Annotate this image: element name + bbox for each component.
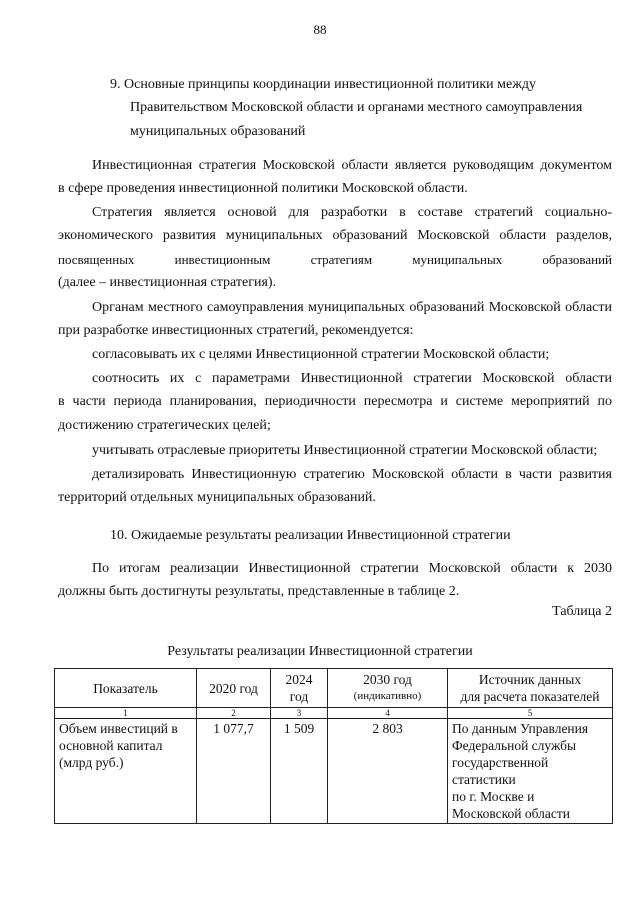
results-table <box>54 668 613 824</box>
text-line: По итогам реализации Инвестиционной стратегии Московской области к 2030 <box>92 561 612 576</box>
column-number: 1 <box>55 708 197 719</box>
cell-line: Объем инвестиций в <box>59 721 178 736</box>
cell-source <box>448 719 613 824</box>
header-2024-line: 2024 <box>285 672 313 687</box>
column-number: 3 <box>271 708 328 719</box>
list-item <box>58 367 612 437</box>
cell-line: Московской области <box>452 806 571 821</box>
text-line: Стратегия является основой для разработки в составе стратегий социально- <box>92 205 612 220</box>
cell-indicator <box>55 719 197 824</box>
cell-line: государственной <box>452 755 549 770</box>
text-line: экономического развития муниципальных образований Московской области разделов, <box>58 228 612 244</box>
paragraph-strategy-role <box>58 154 612 201</box>
cell-2030: 2 803 <box>328 719 448 824</box>
text-line: в сфере проведения инвестиционной политики Московской области. <box>58 181 468 197</box>
text-line: достижению стратегических целей; <box>58 417 271 433</box>
page-number: 88 <box>313 22 327 37</box>
section-9-heading-line: 9. Основные принципы координации инвестиционной политики между <box>110 77 537 92</box>
text-line: Органам местного самоуправления муниципальных образований Московской области <box>92 300 612 315</box>
text-line: при разработке инвестиционных стратегий, рекомендуется: <box>58 323 414 339</box>
section-9-heading <box>110 73 600 143</box>
list-item: согласовывать их с целями Инвестиционной стратегии Московской области; <box>92 347 550 362</box>
text-line: посвященных инвестиционным стратегиям муниципальных образований <box>58 251 612 267</box>
text-line: соотносить их с параметрами Инвестиционной стратегии Московской области <box>92 371 612 386</box>
list-item: учитывать отраслевые приоритеты Инвестиционной стратегии Московской области; <box>92 443 598 458</box>
section-9-heading-line: Правительством Московской области и органами местного самоуправления <box>130 100 583 116</box>
header-2020: 2020 год <box>197 669 271 708</box>
text-line: в части периода планирования, периодичности пересмотра и системе мероприятий по <box>58 394 612 410</box>
header-source <box>448 669 613 708</box>
section-10-heading: 10. Ожидаемые результаты реализации Инвестиционной стратегии <box>110 528 511 543</box>
cell-2020: 1 077,7 <box>197 719 271 824</box>
text-line: должны быть достигнуты результаты, представленные в таблице 2. <box>58 584 460 600</box>
header-source-line: Источник данных <box>478 672 582 687</box>
section-9-heading-line: муниципальных образований <box>130 123 306 139</box>
text-line: (далее – инвестиционная стратегия). <box>58 275 277 291</box>
text-line: территорий отдельных муниципальных образований. <box>58 490 376 506</box>
table-row <box>55 719 613 824</box>
text-line: детализировать Инвестиционную стратегию Московской области в части развития <box>92 467 612 482</box>
paragraph-strategy-basis <box>58 201 612 295</box>
paragraph-expected-results <box>58 557 612 604</box>
table-column-numbers-row <box>55 708 613 719</box>
cell-line: Федеральной службы <box>452 738 577 753</box>
header-2030-note: (индикативно) <box>353 690 422 702</box>
cell-2024: 1 509 <box>271 719 328 824</box>
header-source-line: для расчета показателей <box>460 689 600 704</box>
text-line: Инвестиционная стратегия Московской области является руководящим документом <box>92 158 612 173</box>
cell-line: по г. Москве и <box>452 789 535 804</box>
table-title: Результаты реализации Инвестиционной стратегии <box>167 644 473 659</box>
header-2024 <box>271 669 328 708</box>
header-2024-line: год <box>289 689 309 704</box>
column-number: 4 <box>328 708 448 719</box>
column-number: 2 <box>197 708 271 719</box>
column-number: 5 <box>448 708 613 719</box>
cell-line: основной капитал <box>59 738 163 753</box>
table-header-row <box>55 669 613 708</box>
cell-line: статистики <box>452 772 516 787</box>
paragraph-recommendations <box>58 296 612 343</box>
header-2030 <box>328 669 448 708</box>
header-2030-line: 2030 год <box>363 672 412 687</box>
list-item <box>58 463 612 510</box>
cell-line: По данным Управления <box>452 721 589 736</box>
table-label: Таблица 2 <box>552 604 612 619</box>
header-indicator: Показатель <box>55 669 197 708</box>
cell-line: (млрд руб.) <box>59 755 124 770</box>
